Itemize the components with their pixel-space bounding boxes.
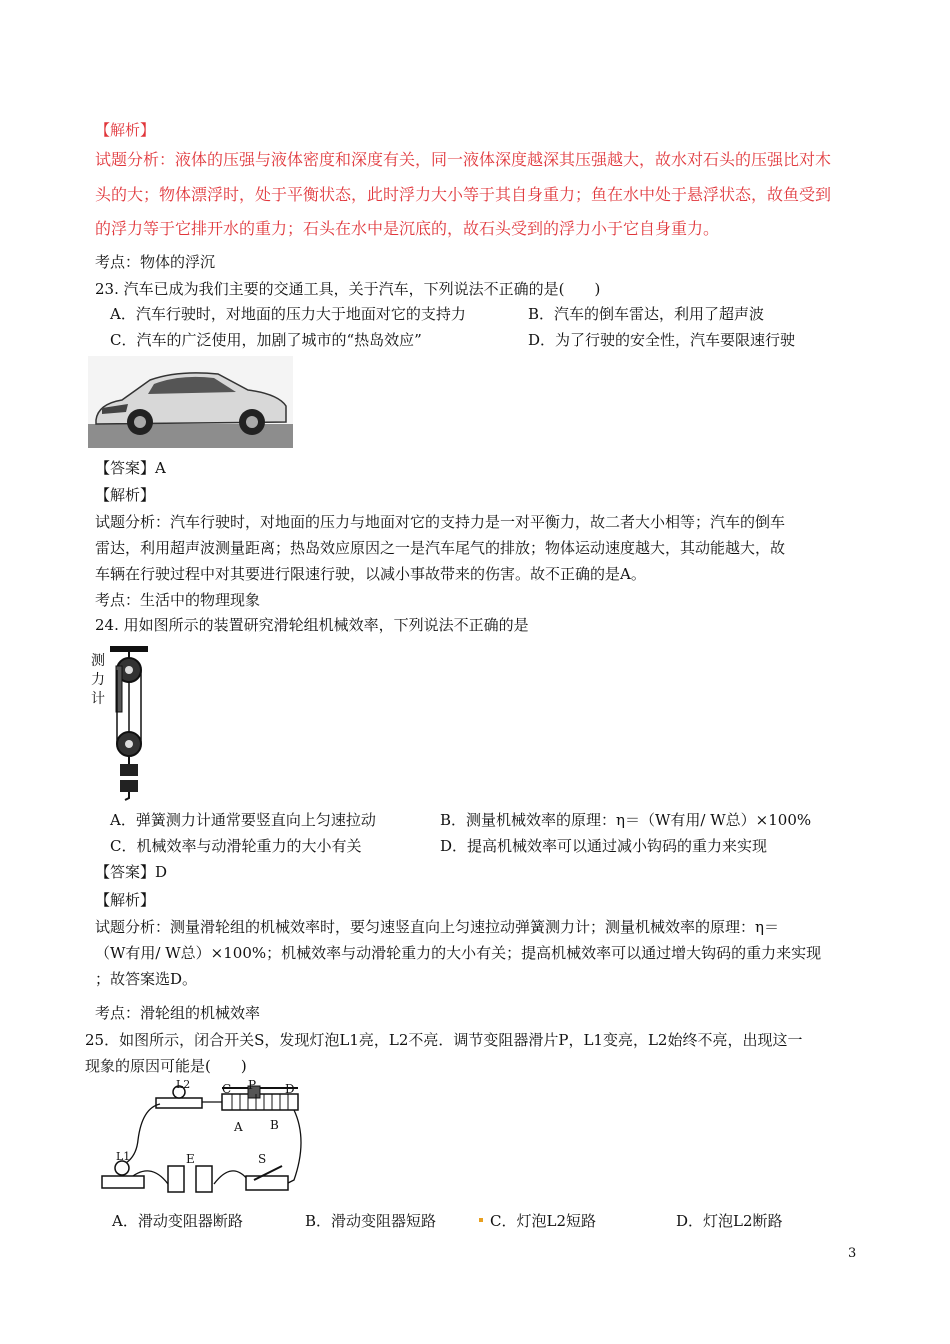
jiexi-label-22: 【解析】: [95, 121, 156, 139]
analysis-23-line-2: 雷达，利用超声波测量距离；热岛效应原因之一是汽车尾气的排放；物体运动速度越大，其动能越大，故: [95, 539, 786, 557]
kaodian-24: 考点：滑轮组的机械效率: [95, 1004, 261, 1022]
label-b: B: [270, 1118, 279, 1132]
jiexi-label-23: 【解析】: [95, 486, 156, 504]
q24-option-b: B．测量机械效率的原理：η＝（W有用/ W总）×100%: [440, 811, 812, 829]
figure-char-1: 测: [91, 653, 105, 669]
analysis-24-line-3: ；故答案选D。: [95, 970, 198, 988]
q23-option-b: B．汽车的倒车雷达，利用了超声波: [528, 305, 765, 323]
label-e: E: [186, 1152, 195, 1166]
q24-option-d: D．提高机械效率可以通过减小钩码的重力来实现: [440, 837, 768, 855]
label-l1: L1: [116, 1150, 131, 1163]
question-25-line-2: 现象的原因可能是( ): [85, 1057, 247, 1075]
car-image: [88, 356, 293, 448]
question-24: 24. 用如图所示的装置研究滑轮组机械效率，下列说法不正确的是: [95, 616, 529, 634]
q25-option-b: B．滑动变阻器短路: [305, 1212, 437, 1230]
label-l2: L2: [176, 1078, 191, 1091]
pulley-figure-label: [91, 652, 105, 709]
label-c: C: [222, 1082, 232, 1096]
figure-char-3: 计: [91, 691, 105, 707]
figure-char-2: 力: [91, 672, 105, 688]
label-d: D: [285, 1082, 295, 1096]
q23-option-c: C．汽车的广泛使用，加剧了城市的“热岛效应”: [110, 331, 422, 349]
kaodian-22: 考点：物体的浮沉: [95, 253, 216, 271]
q24-option-c: C．机械效率与动滑轮重力的大小有关: [110, 837, 362, 855]
analysis-24-line-2: （W有用/ W总）×100%；机械效率与动滑轮重力的大小有关；提高机械效率可以通过增大钩码的重力来实现: [95, 944, 822, 962]
question-25-line-1: 25．如图所示，闭合开关S，发现灯泡L1亮，L2不亮．调节变阻器滑片P，L1变亮，L2始终不亮，出现这一: [85, 1031, 803, 1049]
q25-option-c: C．灯泡L2短路: [490, 1212, 596, 1230]
answer-23: 【答案】A: [95, 459, 166, 477]
analysis-22-line-1: 试题分析：液体的压强与液体密度和深度有关，同一液体深度越深其压强越大，故水对石头的压强比对木: [95, 150, 832, 169]
label-a: A: [234, 1120, 243, 1134]
q25-option-d: D．灯泡L2断路: [676, 1212, 783, 1230]
label-s: S: [258, 1152, 267, 1166]
circuit-image: [98, 1080, 310, 1198]
pulley-image: [108, 644, 150, 804]
jiexi-label-24: 【解析】: [95, 891, 156, 909]
analysis-23-line-3: 车辆在行驶过程中对其要进行限速行驶，以减小事故带来的伤害。故不正确的是A。: [95, 565, 646, 583]
answer-24: 【答案】D: [95, 863, 168, 881]
analysis-23-line-1: 试题分析：汽车行驶时，对地面的压力与地面对它的支持力是一对平衡力，故二者大小相等；汽车的倒车: [95, 513, 786, 531]
question-23: 23. 汽车已成为我们主要的交通工具，关于汽车，下列说法不正确的是( ): [95, 280, 601, 298]
analysis-24-line-1: 试题分析：测量滑轮组的机械效率时，要匀速竖直向上匀速拉动弹簧测力计；测量机械效率的原理：η＝: [95, 918, 779, 936]
label-p: P: [248, 1078, 257, 1092]
page-number: 3: [848, 1246, 857, 1261]
orange-dot: [479, 1218, 483, 1222]
analysis-22-line-2: 头的大；物体漂浮时，处于平衡状态，此时浮力大小等于其自身重力；鱼在水中处于悬浮状态，故鱼受到: [95, 185, 832, 204]
kaodian-23: 考点：生活中的物理现象: [95, 591, 261, 609]
q23-option-d: D．为了行驶的安全性，汽车要限速行驶: [528, 331, 796, 349]
q23-option-a: A．汽车行驶时，对地面的压力大于地面对它的支持力: [110, 305, 466, 323]
q25-option-a: A．滑动变阻器断路: [112, 1212, 243, 1230]
analysis-22-line-3: 的浮力等于它排开水的重力；石头在水中是沉底的，故石头受到的浮力小于它自身重力。: [95, 219, 720, 238]
q24-option-a: A．弹簧测力计通常要竖直向上匀速拉动: [110, 811, 376, 829]
